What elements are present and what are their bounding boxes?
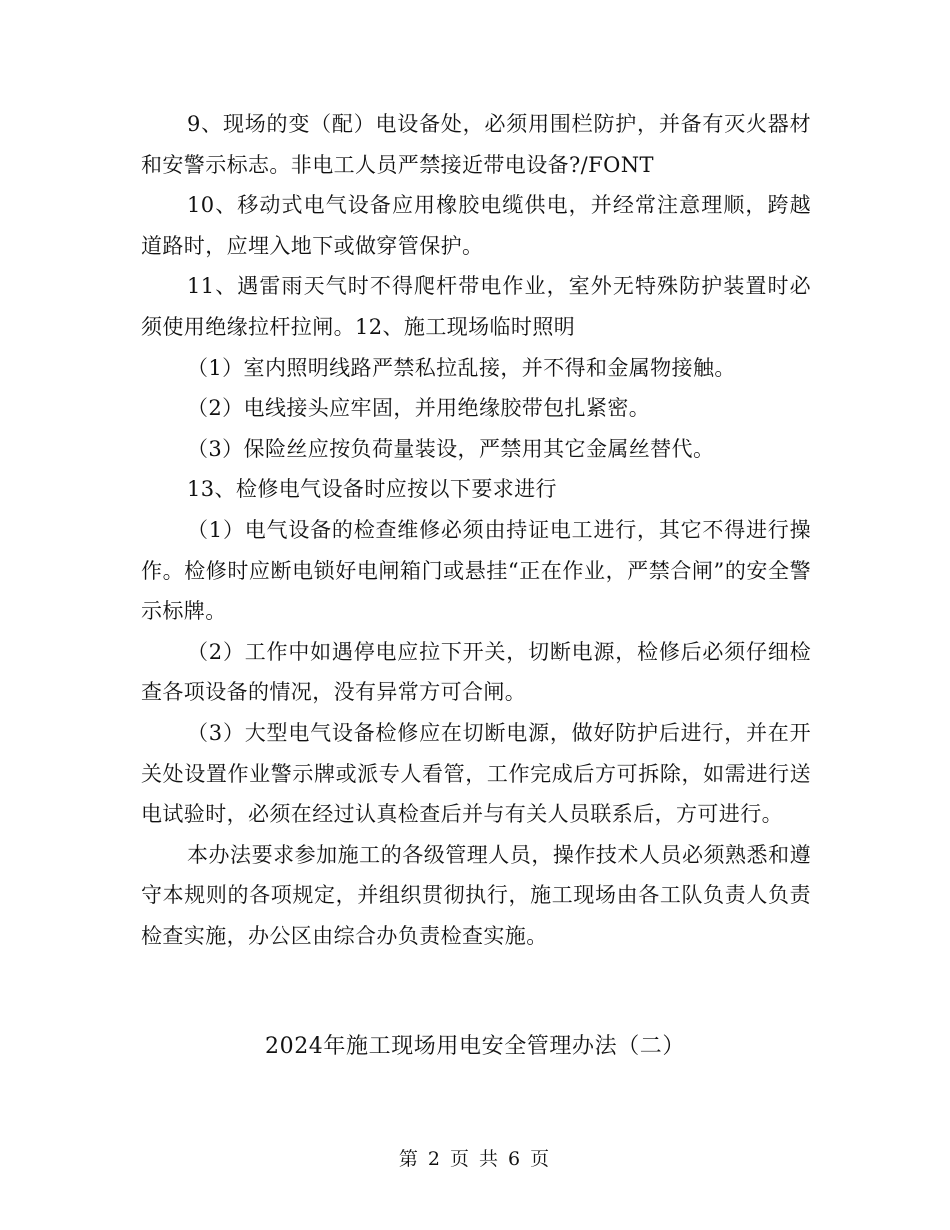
paragraph-subitem-13-3: （3）大型电气设备检修应在切断电源，做好防护后进行，并在开关处设置作业警示牌或派专人看管，工作完成后方可拆除，如需进行送电试验时，必须在经过认真检查后并与有关人员联系后，方可进行。 [141, 720, 811, 827]
paragraph-subitem-13-2: （2）工作中如遇停电应拉下开关，切断电源，检修后必须仔细检查各项设备的情况，没有异常方可合闸。 [141, 639, 811, 705]
document-title: 2024年施工现场用电安全管理办法（二） [265, 1034, 685, 1059]
paragraph-item-10: 10、移动式电气设备应用橡胶电缆供电，并经常注意理顺，跨越道路时，应埋入地下或做穿管保护。 [141, 193, 811, 258]
paragraph-subitem-12-1: （1）室内照明线路严禁私拉乱接，并不得和金属物接触。 [187, 355, 736, 380]
paragraph-subitem-13-1: （1）电气设备的检查维修必须由持证电工进行，其它不得进行操作。检修时应断电锁好电闸箱门或悬挂“正在作业，严禁合闸”的安全警示标牌。 [141, 517, 811, 624]
document-body [141, 104, 811, 956]
page-footer: 第 2 页 共 6 页 [398, 1148, 552, 1170]
paragraph-item-9: 9、现场的变（配）电设备处，必须用围栏防护，并备有灭火器材和安警示标志。非电工人员严禁接近带电设备?/FONT [141, 112, 811, 177]
paragraph-item-11: 11、遇雷雨天气时不得爬杆带电作业，室外无特殊防护装置时必须使用绝缘拉杆拉闸。12、施工现场临时照明 [141, 274, 811, 339]
paragraph-closing: 本办法要求参加施工的各级管理人员，操作技术人员必须熟悉和遵守本规则的各项规定，并组织贯彻执行，施工现场由各工队负责人负责检查实施，办公区由综合办负责检查实施。 [141, 842, 811, 948]
paragraph-subitem-12-2: （2）电线接头应牢固，并用绝缘胶带包扎紧密。 [187, 396, 651, 421]
paragraph-subitem-12-3: （3）保险丝应按负荷量装设，严禁用其它金属丝替代。 [187, 436, 715, 461]
paragraph-item-13: 13、检修电气设备时应按以下要求进行 [187, 477, 557, 502]
